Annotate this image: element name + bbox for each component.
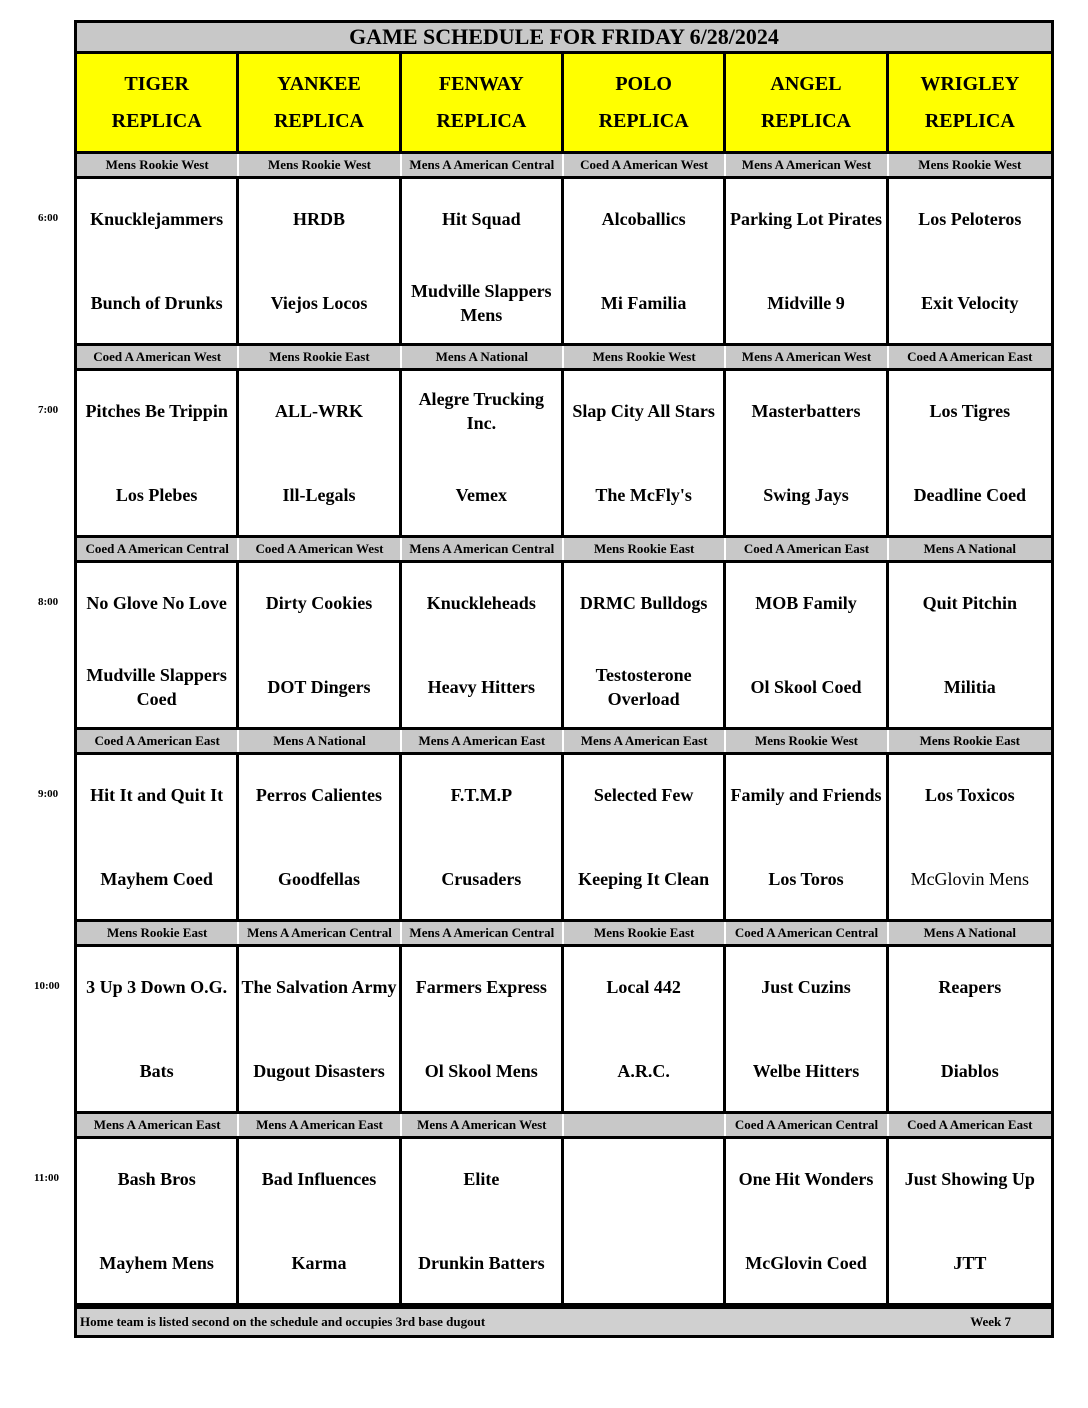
time-slot [74, 1114, 1054, 1306]
division-row [74, 730, 1054, 752]
game-row [74, 752, 1054, 922]
field-header [239, 54, 401, 151]
field-name: ANGEL [770, 72, 842, 95]
home-team: Bats [139, 1061, 174, 1081]
division-label: Mens Rookie East [77, 922, 239, 944]
game-cell [564, 947, 726, 1111]
visiting-team: Alegre Trucking Inc. [418, 389, 545, 433]
footer-note: Home team is listed second on the schedule and occupies 3rd base dugout [80, 1314, 486, 1329]
home-team: Midville 9 [767, 293, 845, 313]
game-cell [564, 371, 726, 535]
home-team: Crusaders [441, 869, 522, 889]
schedule-slots [74, 154, 1054, 1306]
home-team: JTT [953, 1253, 987, 1273]
division-row [74, 1114, 1054, 1136]
division-label: Mens A American West [726, 346, 888, 368]
game-cell [239, 563, 401, 727]
home-team: Keeping It Clean [578, 869, 710, 889]
division-label: Mens A American West [726, 154, 888, 176]
visiting-team: Bad Influences [261, 1169, 377, 1189]
home-team: Ol Skool Mens [424, 1061, 538, 1081]
division-label: Mens A American East [77, 1114, 239, 1136]
division-label: Mens A National [402, 346, 564, 368]
division-label: Mens A American Central [239, 922, 401, 944]
visiting-team: Hit Squad [442, 209, 521, 229]
field-header-row [74, 54, 1054, 154]
game-cell [564, 1139, 726, 1303]
game-cell [77, 179, 239, 343]
visiting-team: Parking Lot Pirates [730, 209, 882, 229]
home-team: Goodfellas [277, 869, 360, 889]
division-label [564, 1114, 726, 1136]
home-team: Mudville Slappers Coed [86, 665, 227, 709]
visiting-team: F.T.M.P [450, 785, 513, 805]
field-name: FENWAY [438, 72, 524, 95]
home-team: Militia [943, 677, 996, 697]
game-cell [77, 755, 239, 919]
home-team: DOT Dingers [267, 677, 371, 697]
home-team: Mi Familia [600, 293, 687, 313]
field-header [564, 54, 726, 151]
visiting-team: No Glove No Love [86, 593, 227, 613]
time-slot [74, 154, 1054, 346]
division-label: Mens A National [239, 730, 401, 752]
division-label: Coed A American West [564, 154, 726, 176]
field-sub: REPLICA [111, 109, 202, 132]
footer-week: Week 7 [970, 1314, 1011, 1329]
game-cell [564, 563, 726, 727]
visiting-team: Pitches Be Trippin [85, 401, 228, 421]
division-label: Coed A American East [726, 538, 888, 560]
home-team: Dugout Disasters [253, 1061, 385, 1081]
game-row [74, 560, 1054, 730]
visiting-team: ALL-WRK [274, 401, 363, 421]
time-label: 6:00 [38, 212, 59, 224]
game-cell [726, 1139, 888, 1303]
visiting-team: Family and Friends [730, 785, 882, 805]
home-team: Testosterone Overload [595, 665, 692, 709]
division-label: Coed A American West [239, 538, 401, 560]
division-row [74, 922, 1054, 944]
division-label: Mens Rookie West [726, 730, 888, 752]
schedule-sheet [74, 20, 1054, 1338]
field-header [77, 54, 239, 151]
visiting-team: Los Tigres [929, 401, 1011, 421]
game-cell [726, 947, 888, 1111]
home-team: Ol Skool Coed [750, 677, 862, 697]
visiting-team: Los Toxicos [925, 785, 1015, 805]
game-cell [239, 179, 401, 343]
visiting-team: Reapers [938, 977, 1002, 997]
division-label: Mens A American East [402, 730, 564, 752]
game-cell [77, 371, 239, 535]
home-team: Mayhem Mens [99, 1253, 214, 1273]
visiting-team: MOB Family [755, 593, 857, 613]
time-slot [74, 922, 1054, 1114]
home-team: Mudville Slappers Mens [411, 281, 552, 325]
division-row [74, 154, 1054, 176]
home-team: Ill-Legals [282, 485, 356, 505]
time-label: 7:00 [38, 404, 59, 416]
division-label: Mens A American East [564, 730, 726, 752]
game-cell [402, 371, 564, 535]
division-label: Coed A American West [77, 346, 239, 368]
home-team: Welbe Hitters [752, 1061, 860, 1081]
game-cell [889, 371, 1051, 535]
home-team: Bunch of Drunks [90, 293, 223, 313]
time-slot [74, 730, 1054, 922]
time-label: 11:00 [34, 1172, 60, 1184]
visiting-team: Knucklejammers [90, 209, 224, 229]
field-name: YANKEE [277, 72, 361, 95]
visiting-team: The Salvation Army [241, 977, 397, 997]
field-name: WRIGLEY [920, 72, 1020, 95]
game-cell [726, 563, 888, 727]
visiting-team: Hit It and Quit It [90, 785, 224, 805]
division-label: Mens Rookie East [919, 733, 1021, 748]
game-cell [77, 947, 239, 1111]
division-label: Coed A American East [77, 730, 239, 752]
home-team: Drunkin Batters [418, 1253, 545, 1273]
field-name: TIGER [124, 72, 189, 95]
visiting-team: Los Peloteros [918, 209, 1022, 229]
field-sub: REPLICA [760, 109, 851, 132]
visiting-team: Just Showing Up [904, 1169, 1035, 1189]
visiting-team: HRDB [292, 209, 345, 229]
division-label: Mens A American West [402, 1114, 564, 1136]
division-label: Mens Rookie West [564, 346, 726, 368]
game-cell [564, 179, 726, 343]
field-sub: REPLICA [598, 109, 689, 132]
visiting-team: Slap City All Stars [572, 401, 715, 421]
game-cell [77, 563, 239, 727]
division-label: Mens Rookie East [239, 346, 401, 368]
home-team: Exit Velocity [921, 293, 1019, 313]
division-label: Mens Rookie West [239, 154, 401, 176]
time-label: 9:00 [38, 788, 59, 800]
field-sub: REPLICA [273, 109, 364, 132]
visiting-team: Knuckleheads [426, 593, 536, 613]
game-cell [77, 1139, 239, 1303]
game-cell [402, 1139, 564, 1303]
time-slot [74, 538, 1054, 730]
home-team: Swing Jays [763, 485, 849, 505]
game-cell [726, 755, 888, 919]
visiting-team: Bash Bros [117, 1169, 196, 1189]
division-row [74, 346, 1054, 368]
game-cell [726, 371, 888, 535]
game-cell [402, 563, 564, 727]
game-cell [239, 1139, 401, 1303]
field-header [726, 54, 888, 151]
home-team: McGlovin Mens [910, 869, 1030, 889]
visiting-team: One Hit Wonders [738, 1169, 874, 1189]
home-team: Los Toros [768, 869, 844, 889]
game-cell [564, 755, 726, 919]
game-cell [402, 755, 564, 919]
home-team: Karma [291, 1253, 347, 1273]
visiting-team: 3 Up 3 Down O.G. [86, 977, 228, 997]
division-label: Mens A National [923, 541, 1017, 556]
home-team: The McFly's [595, 485, 692, 505]
division-label: Mens A American Central [402, 538, 564, 560]
field-header [889, 54, 1051, 151]
game-cell [889, 947, 1051, 1111]
home-team: Deadline Coed [913, 485, 1027, 505]
field-sub: REPLICA [924, 109, 1015, 132]
home-team: Diablos [940, 1061, 999, 1081]
visiting-team: Selected Few [593, 785, 694, 805]
division-label: Mens A National [923, 925, 1017, 940]
game-cell [239, 371, 401, 535]
division-label: Mens A American East [239, 1114, 401, 1136]
division-label: Mens A American Central [402, 154, 564, 176]
time-label: 10:00 [34, 980, 60, 992]
game-row [74, 176, 1054, 346]
division-label: Coed A American East [907, 1117, 1033, 1132]
visiting-team: Just Cuzins [761, 977, 851, 997]
visiting-team: DRMC Bulldogs [579, 593, 708, 613]
field-sub: REPLICA [436, 109, 527, 132]
visiting-team: Dirty Cookies [265, 593, 373, 613]
home-team: Vemex [455, 485, 507, 505]
home-team: A.R.C. [617, 1061, 670, 1081]
division-label: Mens Rookie East [564, 922, 726, 944]
division-label: Mens Rookie West [918, 157, 1022, 172]
game-cell [239, 947, 401, 1111]
time-label: 8:00 [38, 596, 59, 608]
visiting-team: Masterbatters [751, 401, 861, 421]
field-name: POLO [615, 72, 672, 95]
visiting-team: Perros Calientes [255, 785, 383, 805]
division-label: Mens Rookie West [77, 154, 239, 176]
visiting-team: Elite [463, 1169, 500, 1189]
game-cell [402, 179, 564, 343]
game-row [74, 944, 1054, 1114]
game-cell [889, 755, 1051, 919]
game-cell [889, 1139, 1051, 1303]
footer-bar [74, 1306, 1054, 1338]
visiting-team: Farmers Express [415, 977, 547, 997]
game-row [74, 1136, 1054, 1306]
game-cell [726, 179, 888, 343]
game-row [74, 368, 1054, 538]
division-label: Mens A American Central [402, 922, 564, 944]
game-cell [402, 947, 564, 1111]
division-row [74, 538, 1054, 560]
home-team: Mayhem Coed [100, 869, 213, 889]
division-label: Coed A American East [907, 349, 1033, 364]
time-slot [74, 346, 1054, 538]
home-team: Viejos Locos [270, 293, 368, 313]
visiting-team: Alcoballics [601, 209, 686, 229]
visiting-team: Local 442 [606, 977, 681, 997]
game-cell [889, 179, 1051, 343]
home-team: Heavy Hitters [427, 677, 536, 697]
division-label: Coed A American Central [77, 538, 239, 560]
visiting-team: Quit Pitchin [922, 593, 1018, 613]
field-header [402, 54, 564, 151]
home-team: Los Plebes [115, 485, 198, 505]
home-team: McGlovin Coed [745, 1253, 867, 1273]
game-cell [239, 755, 401, 919]
division-label: Mens Rookie East [564, 538, 726, 560]
game-cell [889, 563, 1051, 727]
division-label: Coed A American Central [726, 922, 888, 944]
division-label: Coed A American Central [726, 1114, 888, 1136]
page-title: GAME SCHEDULE FOR FRIDAY 6/28/2024 [74, 20, 1054, 54]
